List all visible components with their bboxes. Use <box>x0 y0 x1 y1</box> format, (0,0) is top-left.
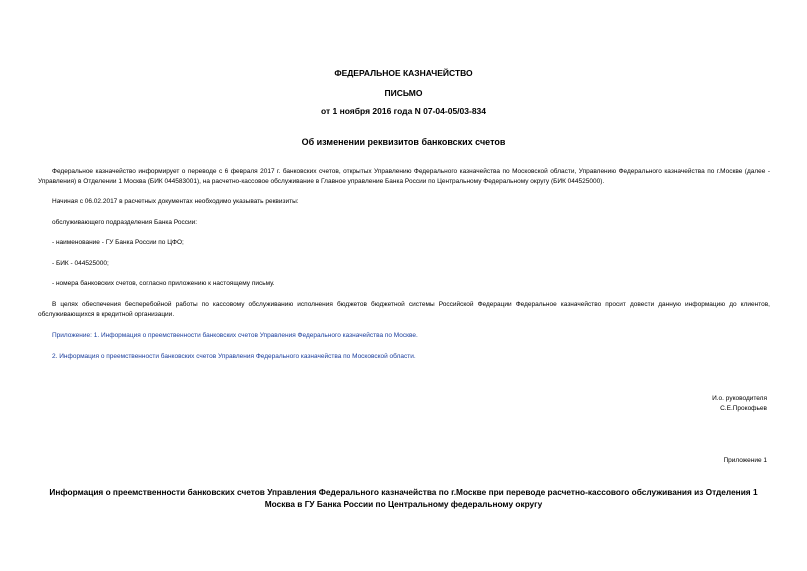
appendix-label: Приложение 1 <box>723 457 767 464</box>
attachment-link-2[interactable]: 2. Информация о преемственности банковских счетов Управления Федерального казначейства по Московской области. <box>52 353 416 360</box>
appendix-title: Информация о преемственности банковских счетов Управления Федерального казначейства по г.Москве при переводе расчетно-кассового обслуживания из Отделения 1 Москва в ГУ Банка России по Центральному федеральному округу <box>49 487 758 509</box>
accounts-line: - номера банковских счетов, согласно приложению к настоящему письму. <box>52 280 275 287</box>
subdivision-line: обслуживающего подразделения Банка России: <box>52 219 198 226</box>
name-line: - наименование - ГУ Банка России по ЦФО; <box>52 239 184 246</box>
bik-line: - БИК - 044525000; <box>52 260 109 267</box>
doc-type-heading: ПИСЬМО <box>384 88 423 98</box>
intro-paragraph: Федеральное казначейство информирует о переводе с 6 февраля 2017 г. банковских счетов, открытых Управлению Федерального казначейства по Московской области, Управлению Федерального казначейства по г.Москве (далее - Управления) в Отделении 1 Москва (БИК 044583001), на расчетно-кассовое обслуживание в Главное управление Банка России по Центральному Федеральному округу (БИК 044525000). <box>38 168 770 185</box>
signature-role: И.о. руководителя <box>712 395 767 402</box>
org-heading: ФЕДЕРАЛЬНОЕ КАЗНАЧЕЙСТВО <box>334 68 473 78</box>
subject-heading: Об изменении реквизитов банковских счетов <box>301 137 506 147</box>
attachment-link-1[interactable]: Приложение: 1. Информация о преемственности банковских счетов Управления Федерального казначейства по Москве. <box>52 332 418 339</box>
date-number-heading: от 1 ноября 2016 года N 07-04-05/03-834 <box>320 106 487 116</box>
signature-name: С.Е.Прокофьев <box>720 405 767 412</box>
purpose-paragraph: В целях обеспечения бесперебойной работы по кассовому обслуживанию исполнения бюджетов бюджетной системы Российской Федерации Федеральное казначейство просит довести данную информацию до клиентов, обслуживающихся в кредитной организации. <box>38 301 770 318</box>
since-line: Начиная с 06.02.2017 в расчетных документах необходимо указывать реквизиты: <box>52 198 299 205</box>
